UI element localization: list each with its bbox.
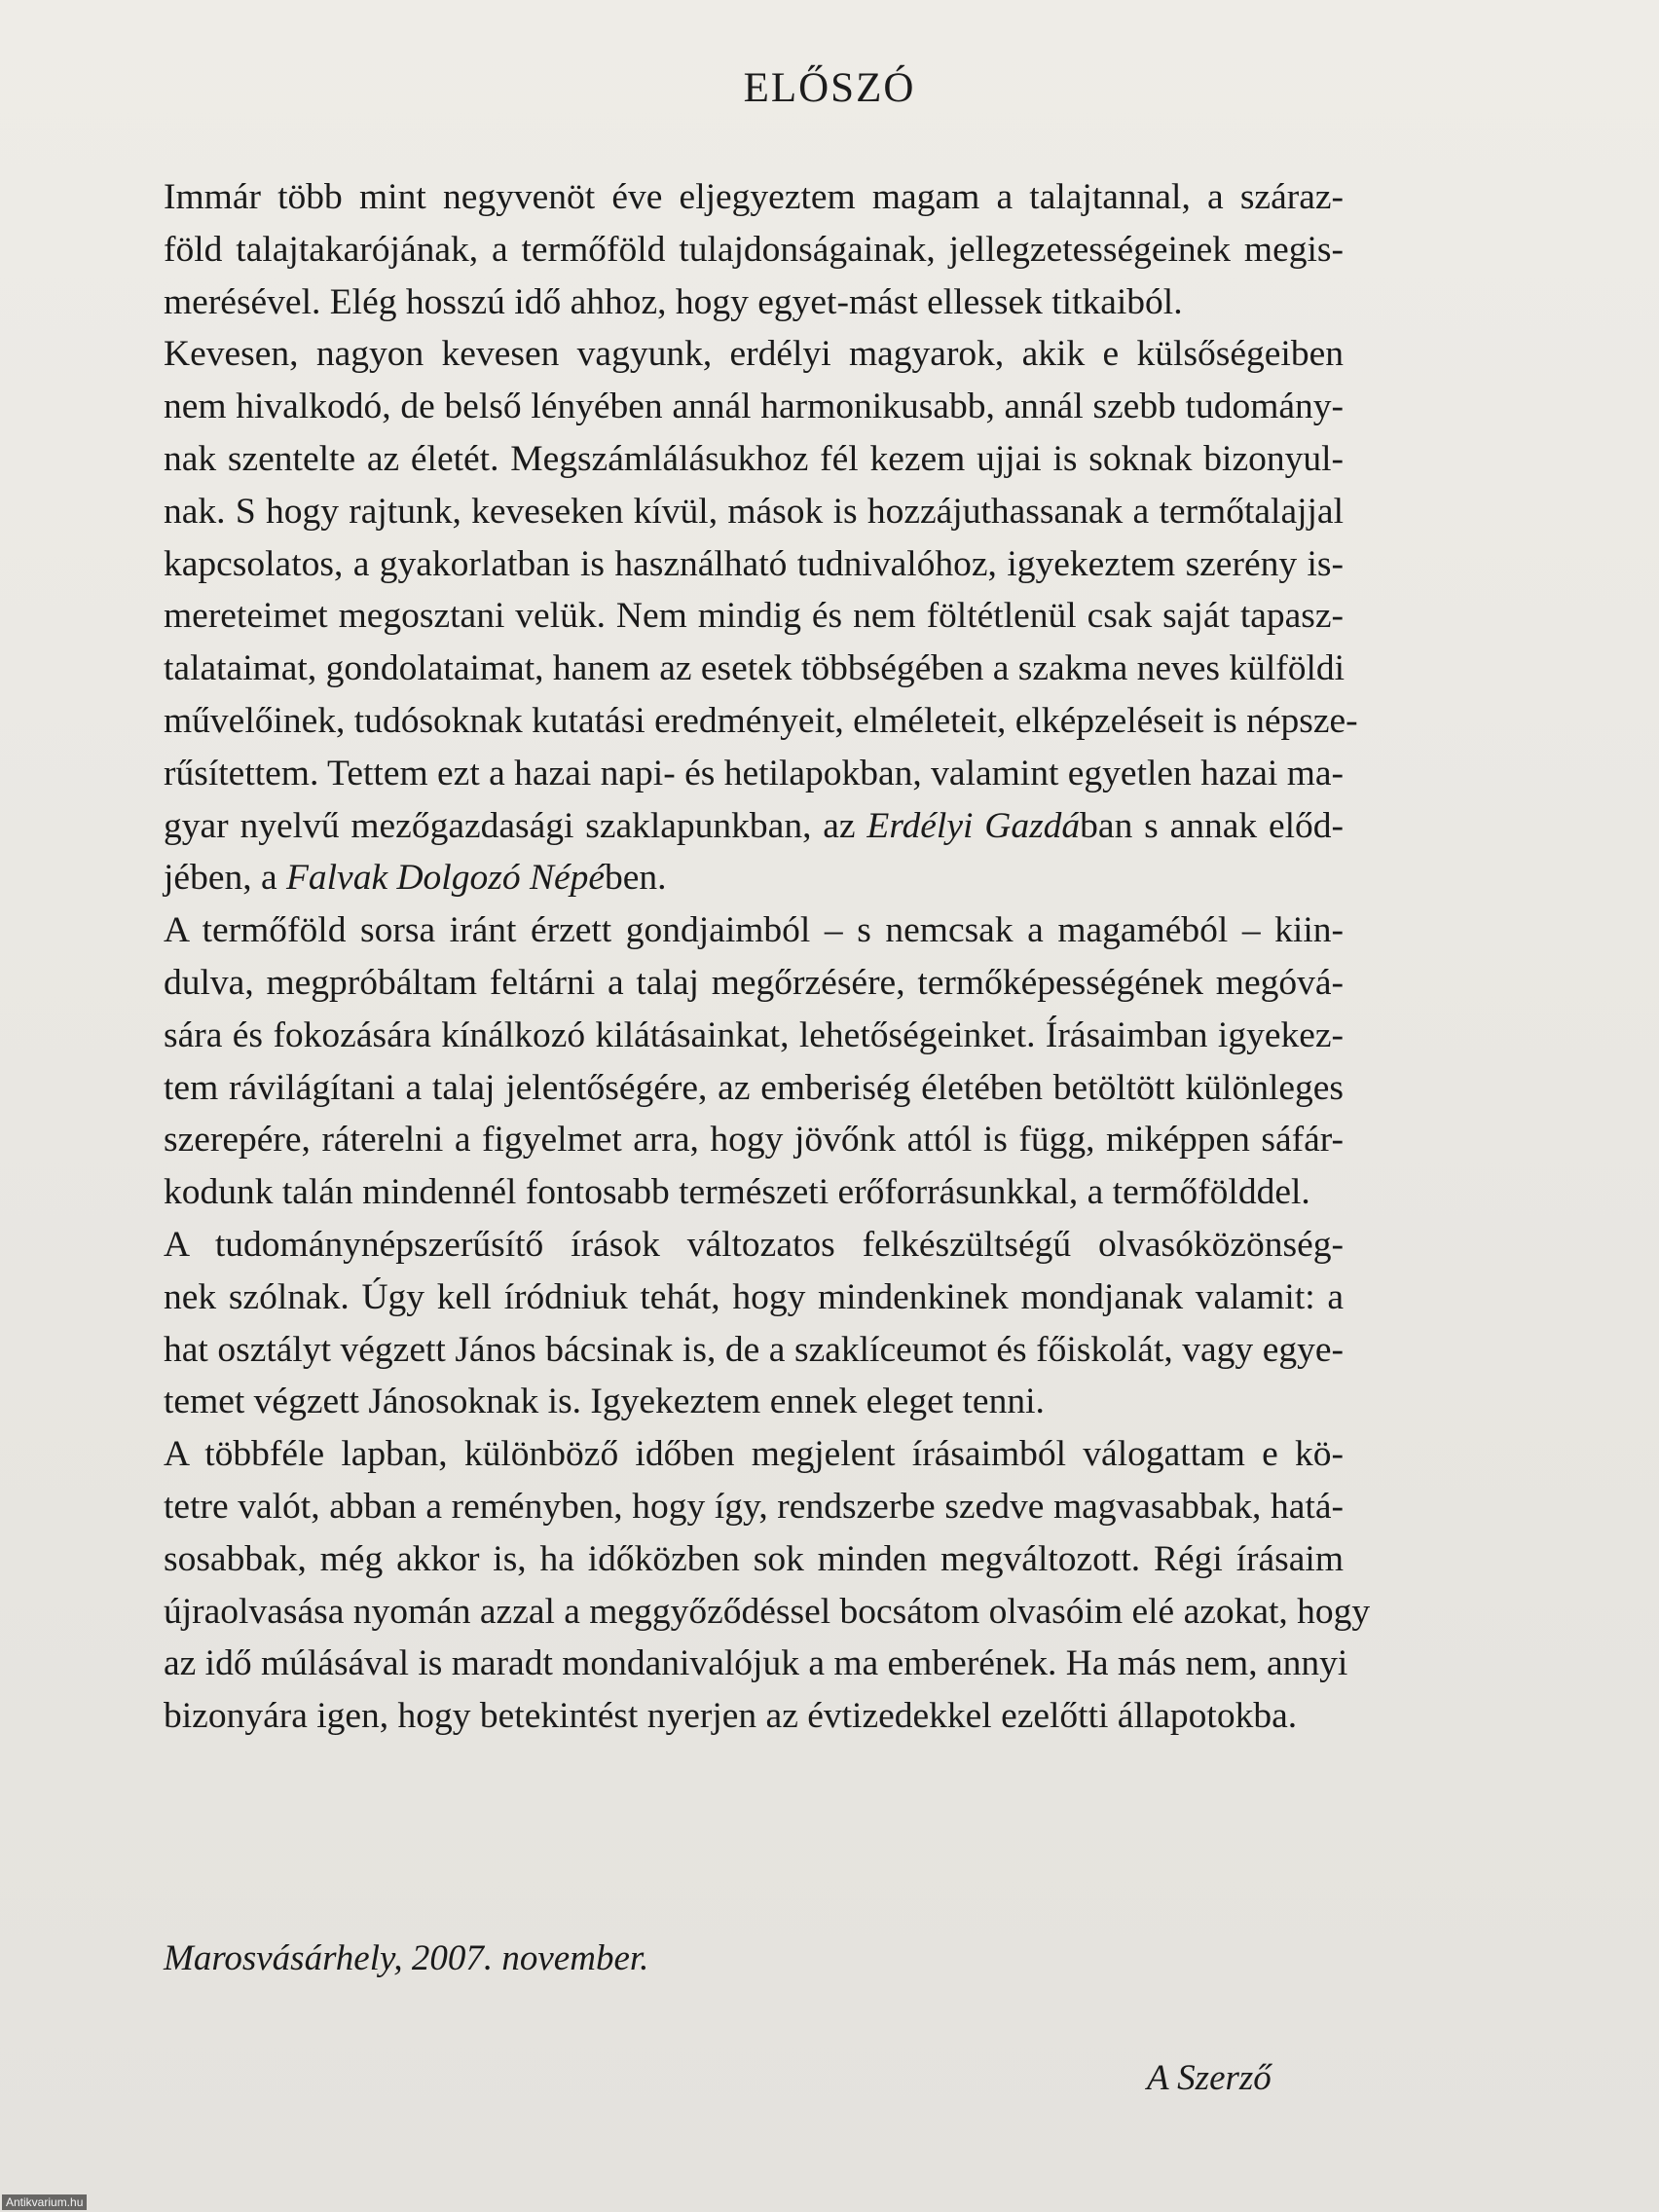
text-line: merésével. Elég hosszú idő ahhoz, hogy egyet-mást ellessek titkaiból. — [164, 281, 1183, 322]
text-line: kapcsolatos, a gyakorlatban is használható tudnivalóhoz, igyekeztem szerény is- — [164, 543, 1344, 584]
text-line: nek szólnak. Úgy kell íródniuk tehát, hogy mindenkinek mondjanak valamit: a — [164, 1276, 1344, 1317]
text-line-with-italic: gyar nyelvű mezőgazdasági szaklapunkban, az Erdélyi Gazdában s annak előd- — [164, 805, 1344, 846]
watermark: Antikvarium.hu — [2, 2194, 87, 2210]
text-line: újraolvasása nyomán azzal a meggyőződéssel bocsátom olvasóim elé azokat, hogy — [164, 1591, 1371, 1632]
paragraph — [164, 1219, 1344, 1428]
paragraph — [164, 1428, 1371, 1743]
text-line: rűsítettem. Tettem ezt a hazai napi- és hetilapokban, valamint egyetlen hazai ma- — [164, 753, 1344, 793]
text-line: nak. S hogy rajtunk, keveseken kívül, mások is hozzájuthassanak a termőtalajjal — [164, 491, 1344, 532]
page-title: ELŐSZÓ — [743, 65, 916, 111]
text-line: sára és fokozására kínálkozó kilátásainkat, lehetőségeinket. Írásaimban igyekez- — [164, 1014, 1344, 1055]
place-and-date: Marosvásárhely, 2007. november. — [164, 1938, 649, 1978]
text-line: talataimat, gondolataimat, hanem az esetek többségében a szakma neves külföldi — [164, 648, 1346, 689]
text-line-with-italic: jében, a Falvak Dolgozó Népében. — [164, 858, 667, 899]
text-line: A termőföld sorsa iránt érzett gondjaimból – s nemcsak a magaméból – kiin- — [164, 910, 1344, 951]
text-line: sosabbak, még akkor is, ha időközben sok minden megváltozott. Régi írásaim — [164, 1538, 1344, 1579]
text-line: mereteimet megosztani velük. Nem mindig és nem föltétlenül csak saját tapasz- — [164, 596, 1344, 637]
preface-body — [164, 171, 1371, 1743]
paragraph — [164, 328, 1358, 904]
italic-title: Falvak Dolgozó Népé — [285, 858, 605, 899]
text-line: tetre valót, abban a reményben, hogy így, rendszerbe szedve magvasabbak, hatá- — [164, 1486, 1344, 1527]
text-line: A tudománynépszerűsítő írások változatos felkészültségű olvasóközönség- — [164, 1224, 1344, 1265]
author-signature: A Szerző — [1147, 2058, 1272, 2098]
text-line: kodunk talán mindennél fontosabb természeti erőforrásunkkal, a termőfölddel. — [164, 1172, 1310, 1213]
text-line: Immár több mint negyvenöt éve eljegyeztem magam a talajtannal, a száraz- — [164, 177, 1344, 217]
text-line: tem rávilágítani a talaj jelentőségére, az emberiség életében betöltött különleges — [164, 1067, 1344, 1108]
text-line: bizonyára igen, hogy betekintést nyerjen az évtizedekkel ezelőtti állapotokba. — [164, 1696, 1298, 1737]
italic-title: Erdélyi Gazdá — [866, 805, 1081, 846]
text-line: temet végzett Jánosoknak is. Igyekeztem ennek eleget tenni. — [164, 1382, 1045, 1422]
text-line: nem hivalkodó, de belső lényében annál harmonikusabb, annál szebb tudomány- — [164, 387, 1344, 427]
text-line: Kevesen, nagyon kevesen vagyunk, erdélyi magyarok, akik e külsőségeiben — [164, 334, 1344, 375]
text-line: művelőinek, tudósoknak kutatási eredményeit, elméleteit, elképzeléseit is népsze- — [164, 700, 1358, 741]
text-line: föld talajtakarójának, a termőföld tulajdonságainak, jellegzetességeinek megis- — [164, 229, 1344, 270]
text-line: az idő múlásával is maradt mondanivalójuk a ma emberének. Ha más nem, annyi — [164, 1643, 1348, 1684]
paragraph — [164, 171, 1344, 328]
paragraph — [164, 904, 1344, 1219]
text-line: dulva, megpróbáltam feltárni a talaj megőrzésére, termőképességének megóvá- — [164, 962, 1344, 1003]
text-line: A többféle lapban, különböző időben megjelent írásaimból válogattam e kö- — [164, 1434, 1344, 1475]
text-line: hat osztályt végzett János bácsinak is, de a szaklíceumot és főiskolát, vagy egye- — [164, 1329, 1344, 1370]
text-line: nak szentelte az életét. Megszámlálásukhoz fél kezem ujjai is soknak bizonyul- — [164, 438, 1344, 479]
text-line: szerepére, ráterelni a figyelmet arra, hogy jövőnk attól is függ, miképpen sáfár- — [164, 1120, 1344, 1161]
